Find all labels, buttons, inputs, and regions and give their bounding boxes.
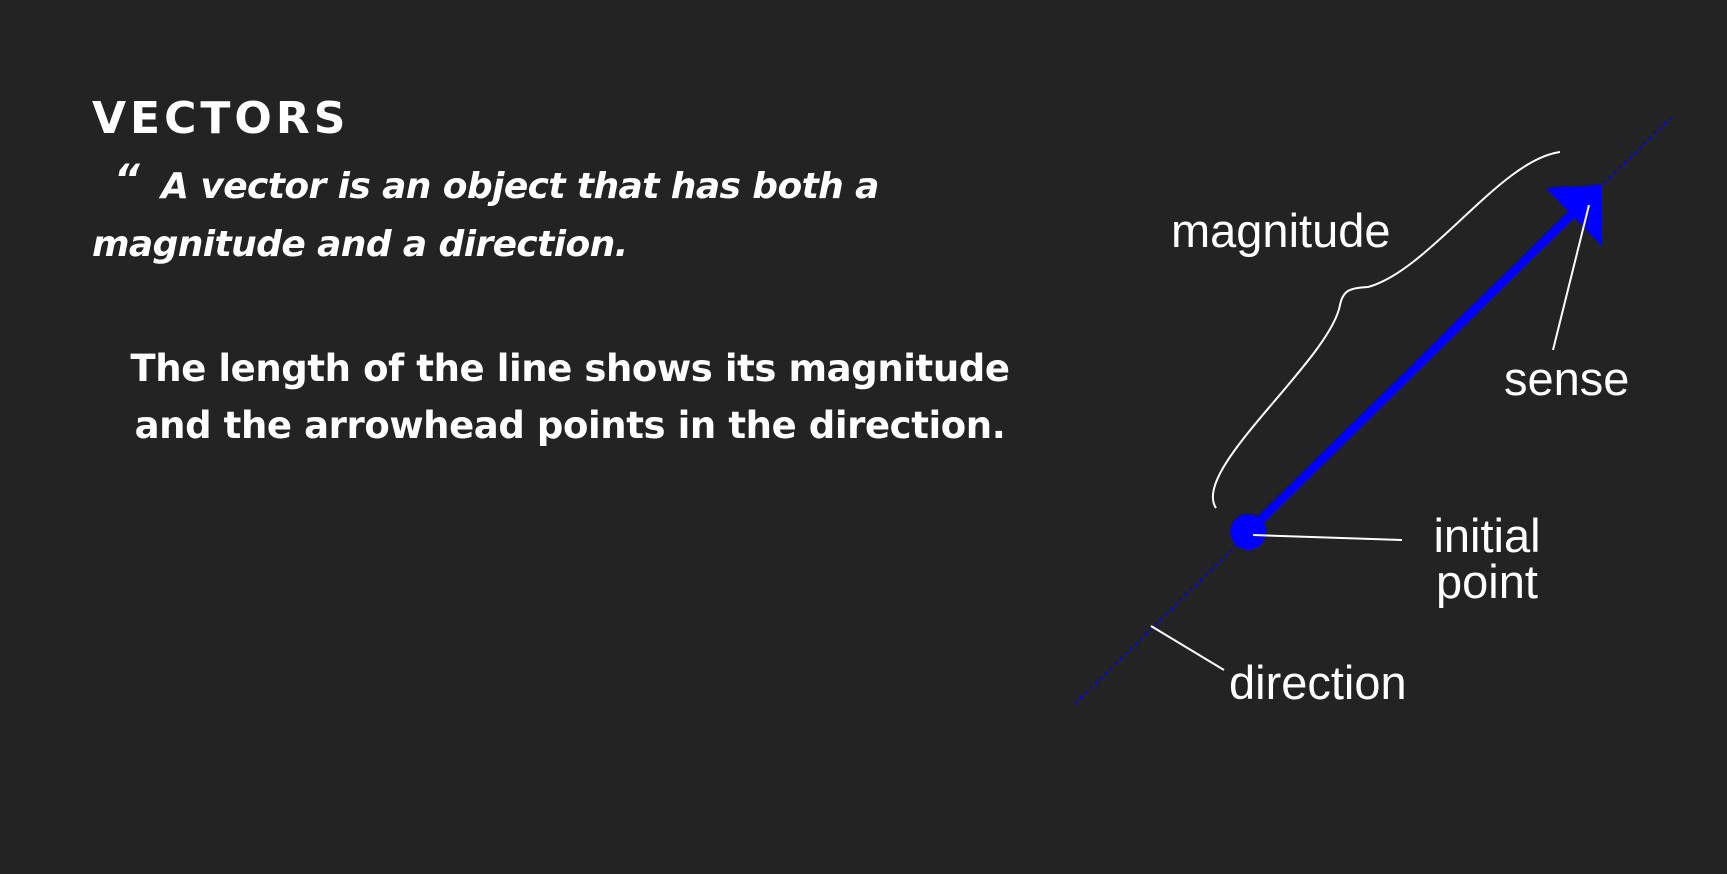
quote-text: A vector is an object that has both a magnitude and a direction.	[92, 166, 879, 265]
explanation-line-1: The length of the line shows its magnitude	[130, 347, 1010, 390]
direction-leader-line	[1151, 626, 1224, 670]
initial-point-label-line-2: point	[1436, 555, 1538, 608]
quote-mark: “	[114, 157, 140, 203]
direction-label: direction	[1229, 656, 1407, 709]
initial-point-dot	[1230, 513, 1266, 549]
explanation-line-2: and the arrowhead points in the direction.	[134, 404, 1006, 447]
initial-point-leader-line	[1253, 535, 1402, 540]
initial-point-label-line-1: initial	[1433, 509, 1541, 562]
sense-label: sense	[1504, 352, 1630, 405]
magnitude-label: magnitude	[1171, 204, 1391, 257]
slide-title: VECTORS	[92, 93, 350, 144]
